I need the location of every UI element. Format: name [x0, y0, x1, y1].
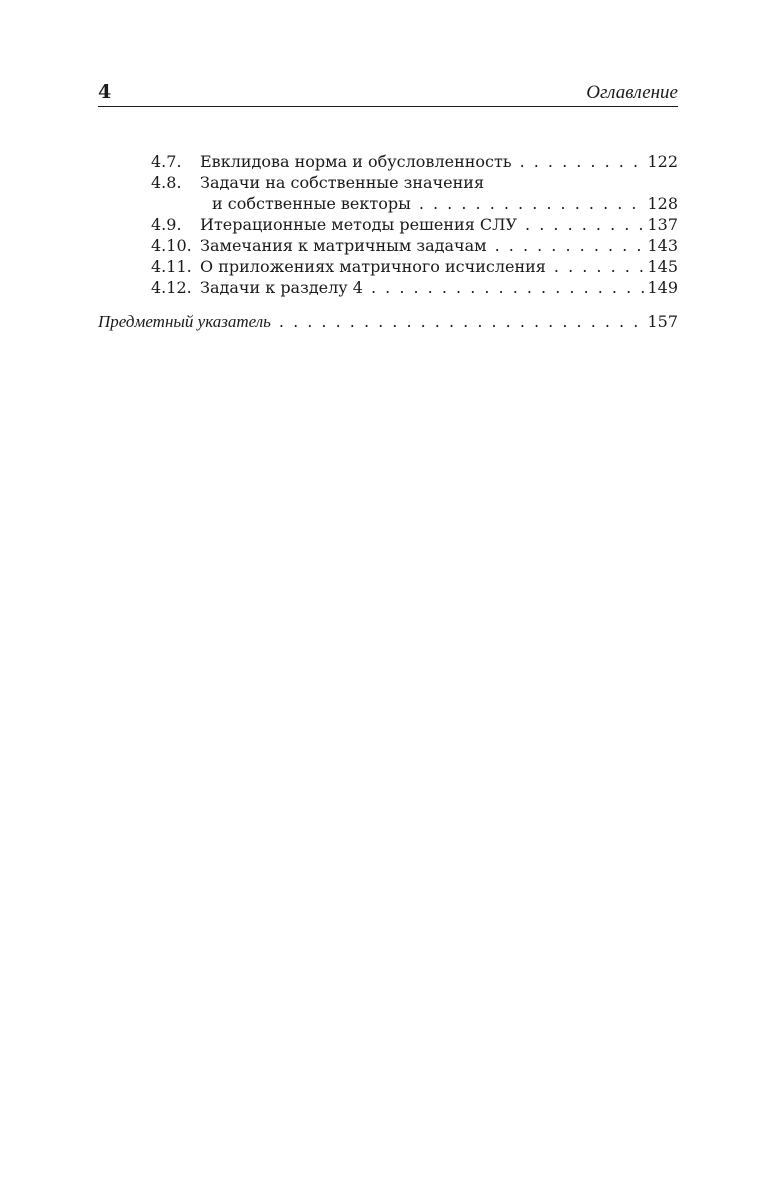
dot-leader [411, 193, 646, 214]
index-title: Предметный указатель [98, 312, 271, 331]
toc-entry[interactable] [98, 172, 678, 193]
toc-entry-page: 149 [647, 278, 678, 297]
toc-entry[interactable] [98, 214, 678, 235]
toc-entry-number: 4.12. [151, 278, 192, 297]
toc-entry-page: 137 [647, 215, 678, 234]
index-page: 157 [647, 312, 678, 331]
dot-leader [512, 151, 646, 172]
toc-entry-page: 122 [647, 152, 678, 171]
toc-entry-number: 4.11. [151, 257, 192, 276]
toc-entry-number: 4.7. [151, 152, 182, 171]
toc-entry-page: 128 [647, 194, 678, 213]
page-number: 4 [98, 81, 112, 103]
toc-entry-page: 145 [647, 257, 678, 276]
dot-leader [517, 214, 645, 235]
toc-entry-title: Задачи на собственные значения [200, 173, 485, 192]
toc-entry-number: 4.10. [151, 236, 192, 255]
toc-entry-number: 4.9. [151, 215, 182, 234]
toc-entry-title: О приложениях матричного исчисления [200, 257, 546, 276]
table-of-contents [98, 151, 678, 298]
dot-leader [487, 235, 646, 256]
running-title: Оглавление [586, 82, 678, 103]
toc-entry-title-continued: и собственные векторы [212, 194, 411, 213]
toc-entry-continuation[interactable] [98, 193, 678, 214]
toc-entry-title: Итерационные методы решения СЛУ [200, 215, 518, 234]
page-header [98, 78, 678, 107]
dot-leader [546, 256, 646, 277]
dot-leader [363, 277, 645, 298]
toc-entry-title: Задачи к разделу 4 [200, 278, 363, 297]
toc-entry[interactable] [98, 235, 678, 256]
toc-entry-number: 4.8. [151, 173, 182, 192]
toc-entry-title: Замечания к матричным задачам [200, 236, 487, 255]
toc-entry-title: Евклидова норма и обусловленность [200, 152, 512, 171]
toc-index-entry[interactable] [98, 311, 678, 332]
dot-leader [271, 311, 646, 332]
toc-entry-page: 143 [647, 236, 678, 255]
toc-entry[interactable] [98, 277, 678, 298]
toc-entry[interactable] [98, 256, 678, 277]
toc-entry[interactable] [98, 151, 678, 172]
